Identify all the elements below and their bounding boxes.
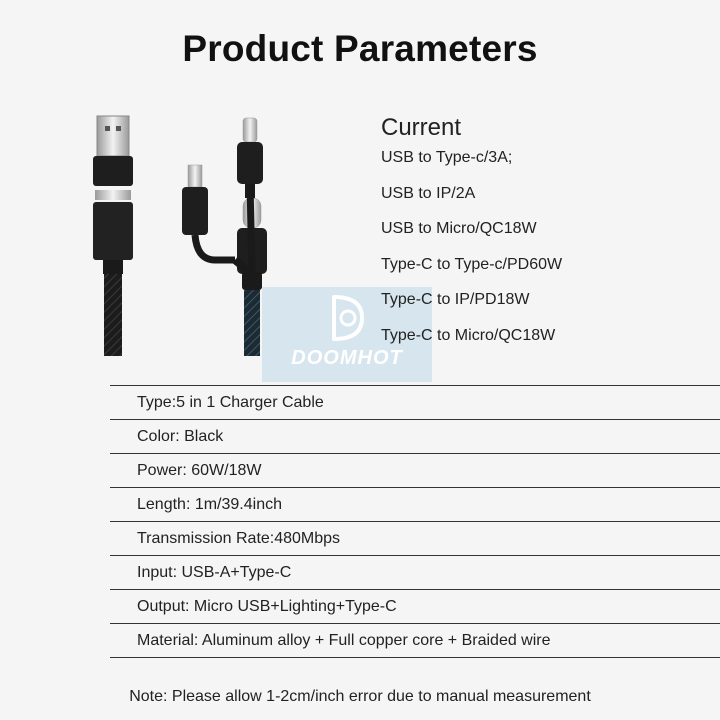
current-heading: Current: [381, 114, 462, 141]
spec-row-type: Type:5 in 1 Charger Cable: [110, 386, 720, 420]
spec-row-length: Length: 1m/39.4inch: [110, 488, 720, 522]
current-item: USB to IP/2A: [381, 184, 476, 202]
current-item: Type-C to IP/PD18W: [381, 291, 530, 309]
spec-row-output: Output: Micro USB+Lighting+Type-C: [110, 590, 720, 624]
spec-row-color: Color: Black: [110, 420, 720, 454]
triple-connector-head: [182, 118, 267, 356]
spec-table: [110, 385, 720, 658]
spec-row-power: Power: 60W/18W: [110, 454, 720, 488]
watermark-brand-text: DOOMHOT: [291, 347, 403, 369]
spec-row-transmission-rate: Transmission Rate:480Mbps: [110, 522, 720, 556]
brand-logo-icon: [322, 291, 368, 347]
current-section: [381, 114, 562, 362]
current-list: [381, 148, 562, 362]
current-item: Type-C to Micro/QC18W: [381, 326, 556, 344]
usb-a-connector: [93, 116, 133, 356]
current-item: USB to Type-c/3A;: [381, 149, 513, 166]
measurement-note: Note: Please allow 1-2cm/inch error due to manual measurement: [129, 688, 591, 705]
current-item: USB to Micro/QC18W: [381, 220, 537, 238]
page-title: Product Parameters: [182, 28, 538, 69]
spec-row-material: Material: Aluminum alloy + Full copper core + Braided wire: [110, 624, 720, 658]
current-item: Type-C to Type-c/PD60W: [381, 255, 563, 273]
spec-row-input: Input: USB-A+Type-C: [110, 556, 720, 590]
